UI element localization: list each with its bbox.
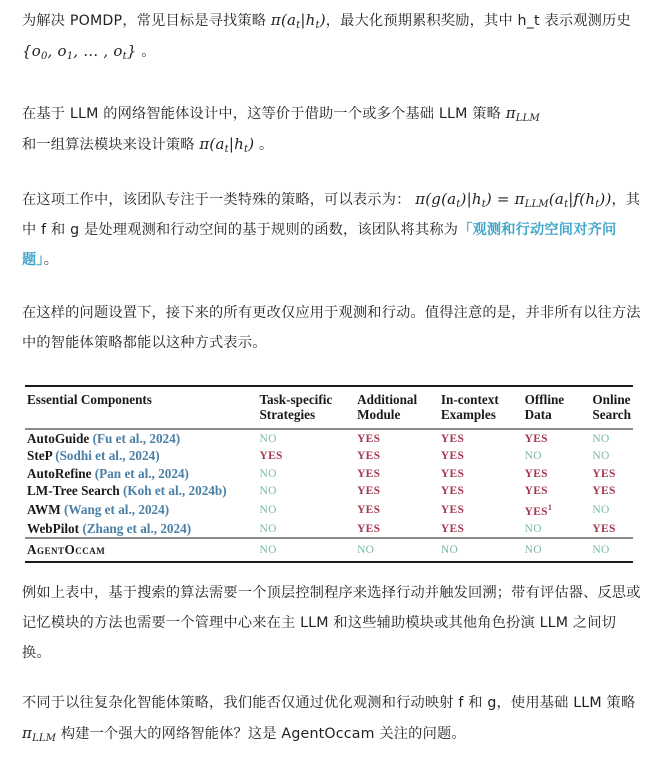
table-row xyxy=(25,500,633,520)
value-cell: YES xyxy=(357,504,381,517)
value-cell: NO xyxy=(259,467,277,480)
text: 。 xyxy=(136,44,156,60)
table-row xyxy=(25,520,633,538)
method-cell: AgentOccam xyxy=(27,542,106,558)
method-cell: AWM (Wang et al., 2024) xyxy=(27,502,170,518)
value-cell: YES xyxy=(259,450,283,463)
table-row xyxy=(25,447,633,464)
value-cell: YES xyxy=(440,467,465,480)
math-policy: $\pi(a_t|h_t)$ xyxy=(199,135,255,155)
value-cell: NO xyxy=(259,504,277,517)
value-cell: YES xyxy=(440,485,465,498)
value-cell: YES xyxy=(357,433,381,445)
value-cell: NO xyxy=(592,544,610,557)
table-row-agentoccam xyxy=(25,538,633,561)
value-cell: NO xyxy=(524,544,542,557)
header-essential-components: Essential Components xyxy=(25,386,257,429)
comparison-table xyxy=(25,385,633,563)
paragraph-llm-agent-design xyxy=(22,98,642,160)
text: ，其中 f 和 g 是处理观测和行动空间的基于规则的函数，该团队将其称为 xyxy=(22,192,641,238)
value-cell: NO xyxy=(592,450,610,463)
value-cell: NO xyxy=(524,450,542,463)
value-cell: YES xyxy=(524,467,548,480)
alignment-problem-link[interactable]: 「观测和行动空间对齐问题」 xyxy=(22,222,617,268)
value-cell: NO xyxy=(259,433,277,445)
text: 。 xyxy=(43,252,59,268)
paragraph-problem-setting: 在这样的问题设置下，接下来的所有更改仅应用于观测和行动。值得注意的是，并非所有以往方法中的智能体策略都能以这种方式表示。 xyxy=(22,305,641,351)
table-row xyxy=(25,482,633,499)
method-cell: LM-Tree Search (Koh et al., 2024b) xyxy=(27,483,227,499)
method-cell: AutoRefine (Pan et al., 2024) xyxy=(27,465,189,481)
value-cell: NO xyxy=(524,523,542,536)
paragraph-pomdp xyxy=(22,5,642,67)
table-row xyxy=(25,429,633,447)
math-policy-equation: $\pi(g(a_t)|h_t) = \pi_{LLM}(a_t|f(h_t))$ xyxy=(415,190,612,210)
text: 和一组算法模块来设计策略 xyxy=(22,137,200,153)
value-cell: YES xyxy=(440,433,465,445)
table-header-row xyxy=(25,386,633,429)
value-cell: YES xyxy=(592,523,616,536)
essential-components-table xyxy=(25,385,633,563)
value-cell: NO xyxy=(259,523,277,536)
value-cell: YES xyxy=(357,467,381,480)
value-cell: NO xyxy=(592,433,610,445)
method-cell: WebPilot (Zhang et al., 2024) xyxy=(27,521,192,537)
footnote-marker: 1 xyxy=(547,502,552,512)
value-cell: YES xyxy=(440,450,465,463)
value-cell: NO xyxy=(357,544,375,557)
text: 在基于 LLM 的网络智能体设计中，这等价于借助一个或多个基础 LLM 策略 xyxy=(22,106,506,122)
value-cell: YES xyxy=(592,467,616,480)
table-row xyxy=(25,465,633,482)
text: 在这项工作中，该团队专注于一类特殊的策略，可以表示为： xyxy=(22,192,416,208)
value-cell: NO xyxy=(259,544,277,557)
math-pi-llm: $\pi_{LLM}$ xyxy=(505,104,540,124)
text: 构建一个强大的网络智能体？这是 AgentOccam 关注的问题。 xyxy=(56,726,466,742)
value-cell: YES xyxy=(592,485,616,498)
math-pi-llm: $\pi_{LLM}$ xyxy=(22,724,57,744)
value-cell: YES xyxy=(524,433,548,445)
header-additional-module: Additional Module xyxy=(355,386,439,429)
method-cell: SteP (Sodhi et al., 2024) xyxy=(27,448,160,464)
value-cell: YES xyxy=(357,450,381,463)
header-in-context-examples: In-context Examples xyxy=(439,386,523,429)
value-cell: YES xyxy=(524,485,548,498)
text: ，最大化预期累积奖励，其中 h_t 表示观测历史 xyxy=(325,13,631,29)
paragraph-table-explanation: 例如上表中，基于搜索的算法需要一个顶层控制程序来选择行动并触发回溯；带有评估器、反思或记忆模块的方法也需要一个管理中心来在主 LLM 和这些辅助模块或其他角色扮演 LLM 之间切换。 xyxy=(22,585,641,661)
text: 为解决 POMDP，常见目标是寻找策略 xyxy=(22,13,271,29)
value-cell: NO xyxy=(259,485,277,498)
method-cell: AutoGuide (Fu et al., 2024) xyxy=(27,431,181,446)
text: 。 xyxy=(254,137,274,153)
math-observation-history: {$o_0$, $o_1$, … , $o_t$} xyxy=(22,42,137,62)
header-offline-data: Offline Data xyxy=(523,386,591,429)
value-cell: YES xyxy=(440,523,465,536)
value-cell: YES$^1$ xyxy=(524,502,552,518)
text: 不同于以往复杂化智能体策略，我们能否仅通过优化观测和行动映射 f 和 g，使用基础 LLM 策略 xyxy=(22,695,636,711)
math-policy: $\pi(a_t|h_t)$ xyxy=(270,11,326,31)
paragraph-agentoccam-question xyxy=(22,688,642,749)
value-cell: YES xyxy=(440,504,465,517)
value-cell: YES xyxy=(357,523,381,536)
header-task-specific-strategies: Task-specific Strategies xyxy=(257,386,355,429)
value-cell: NO xyxy=(440,544,459,557)
value-cell: NO xyxy=(592,504,610,517)
paragraph-alignment-problem xyxy=(22,184,642,275)
value-cell: YES xyxy=(357,485,381,498)
header-online-search: Online Search xyxy=(590,386,633,429)
